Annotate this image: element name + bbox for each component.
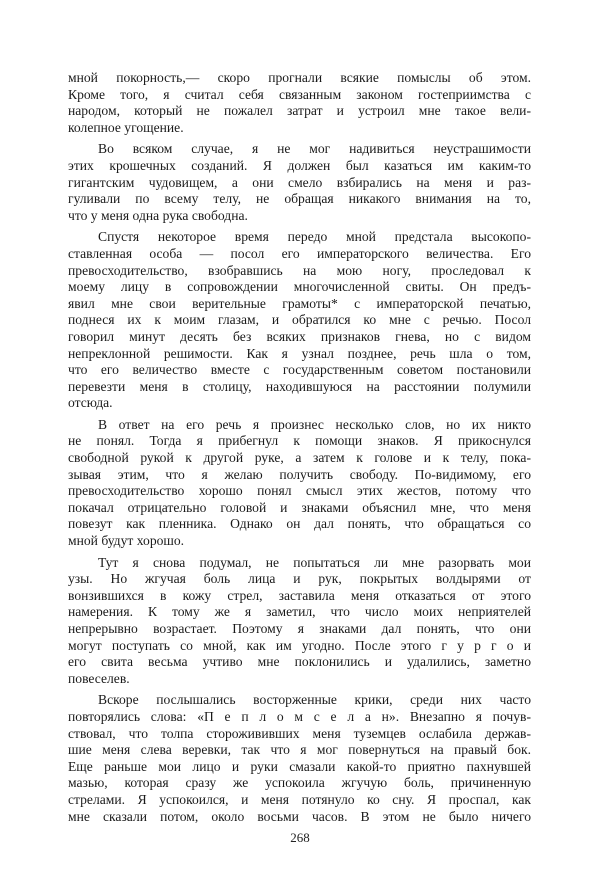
text-line: ставленная особа — посол его императорского величества. Его [68, 245, 531, 261]
paragraph [68, 692, 531, 825]
text-line: этих крошечных созданий. Я должен был казаться им каким-то [68, 157, 531, 173]
text-line: явил мне свои верительные грамоты* с императорской печатью, [68, 295, 531, 311]
text-line: его свита весьма учтиво мне поклонились и удалились, заметно [68, 654, 531, 670]
text-line: моему лицу в сопровождении многочисленной свиты. Он предъ- [68, 279, 531, 295]
paragraph [68, 229, 531, 412]
paragraph [68, 70, 531, 136]
text-line: свободной рукой к другой руке, а затем к голове и к телу, пока- [68, 450, 531, 466]
text-line: могут поступать со мной, как им угодно. После этого г у р г о и [68, 637, 531, 653]
text-line: узы. Но жгучая боль лица и рук, покрытых волдырями от [68, 571, 531, 587]
text-line: Во всяком случае, я не мог надивиться неустрашимости [98, 141, 531, 157]
text-line: поднеся их к моим глазам, и обратился ко мне с речью. Посол [68, 312, 531, 328]
text-line: Еще раньше мои лицо и руки смазали какой-то приятно пахнувшей [68, 758, 531, 774]
text-line: шие меня слева веревки, так что я мог повернуться на правый бок. [68, 742, 531, 758]
text-line: гуливали по всему телу, не обращая никакого внимания на то, [68, 191, 531, 207]
page-body [68, 70, 531, 830]
text-line: превосходительство, взобравшись на мою ногу, проследовал к [68, 262, 531, 278]
text-line: что у меня одна рука свободна. [68, 207, 248, 223]
text-line: мне сказали потом, около восьми часов. В этом не было ничего [68, 808, 531, 824]
text-line: непреклонной решимости. Как я узнал позднее, речь шла о том, [68, 345, 531, 361]
text-line: зывая этим, что я желаю получить свободу. По-видимому, его [68, 466, 531, 482]
text-line: говорил минут десять без всяких признаков гнева, но с видом [68, 328, 531, 344]
text-line: перевезти меня в столицу, находившуюся на расстоянии полумили [68, 378, 531, 394]
text-line: отсюда. [68, 395, 113, 411]
text-line: стрелами. Я успокоился, и меня потянуло ко сну. Я проспал, как [68, 791, 531, 807]
paragraph [68, 141, 531, 224]
text-line: гигантским чудовищем, а они смело взбирались на меня и раз- [68, 174, 531, 190]
paragraph [68, 555, 531, 688]
text-line: Кроме того, я считал себя связанным законом гостеприимства с [68, 86, 531, 102]
text-line: Спустя некоторое время передо мной предстала высокопо- [98, 229, 531, 245]
text-line: превосходительство хорошо понял смысл этих жестов, потому что [68, 483, 531, 499]
text-line: колепное угощение. [68, 119, 184, 135]
text-line: вонзившихся в кожу стрел, заставила меня отказаться от этого [68, 587, 531, 603]
text-line: В ответ на его речь я произнес несколько слов, но их никто [98, 416, 531, 432]
text-line: не понял. Тогда я прибегнул к помощи знаков. Я прикоснулся [68, 433, 531, 449]
text-line: повезут как пленника. Однако он дал понять, что обращаться со [68, 516, 531, 532]
text-line: намерения. К тому же я заметил, что число моих неприятелей [68, 604, 531, 620]
text-line: Тут я снова подумал, не попытаться ли мне разорвать мои [98, 554, 531, 570]
text-line: мной будут хорошо. [68, 533, 185, 549]
text-line: Вскоре послышались восторженные крики, среди них часто [98, 692, 531, 708]
paragraph [68, 417, 531, 550]
text-line: народом, который не пожалел затрат и устроил мне такое вели- [68, 103, 531, 119]
text-line: повеселев. [68, 670, 130, 686]
text-line: мной покорность,— скоро прогнали всякие помыслы об этом. [68, 70, 531, 85]
text-line: ствовал, что толпа сторожививших меня туземцев ослабила держав- [68, 725, 531, 741]
text-line: покачал отрицательно головой и знаками объяснил мне, что меня [68, 499, 531, 515]
text-line: повторялись слова: «П е п л о м с е л а н». Внезапно я почув- [68, 708, 531, 724]
page-number: 268 [290, 830, 310, 845]
text-line: непрерывно возрастает. Поэтому я знаками дал понять, что они [68, 621, 531, 636]
text-line: мазью, которая сразу же успокоила жгучую боль, причиненную [68, 775, 531, 791]
text-line: что его величество вместе с государственным советом постановили [68, 362, 531, 378]
